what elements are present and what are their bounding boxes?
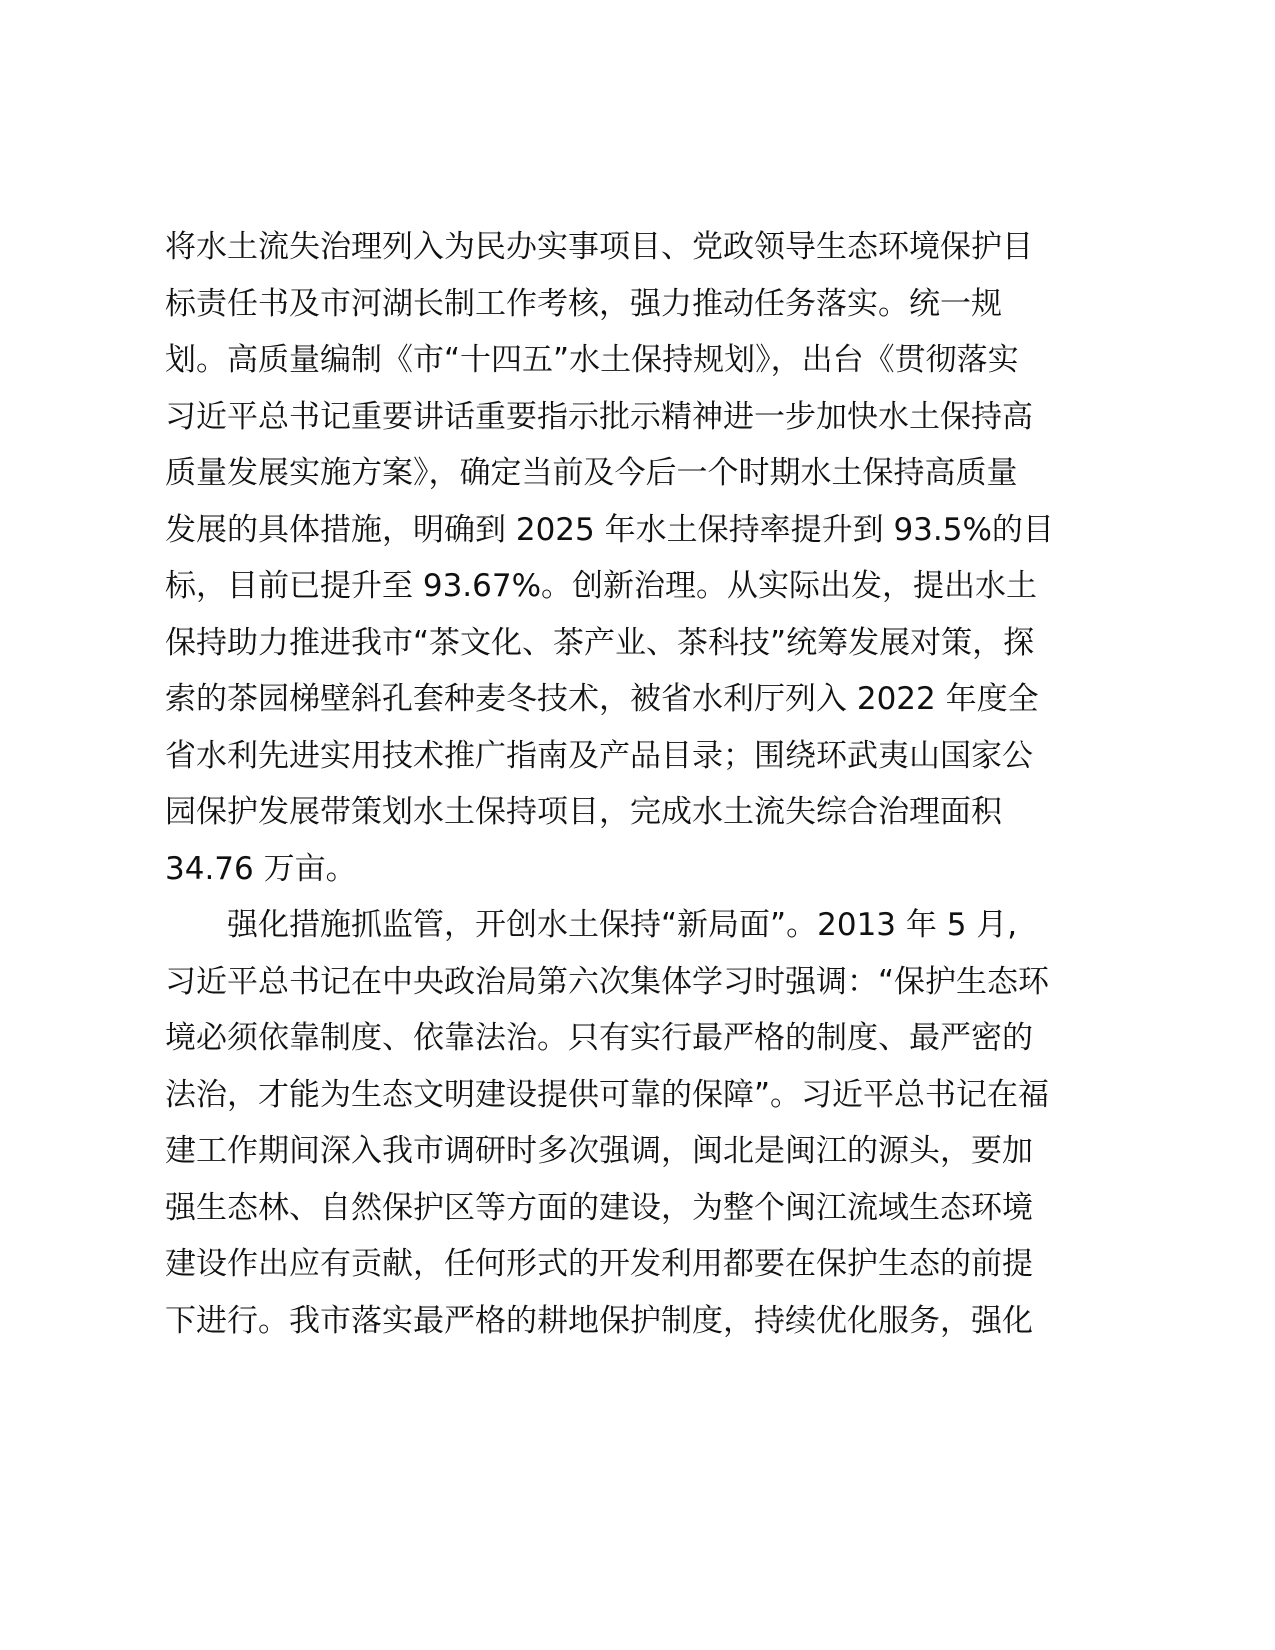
document-body bbox=[165, 219, 1125, 1349]
text-line: 强生态林、自然保护区等方面的建设，为整个闽江流域生态环境 bbox=[165, 1189, 1033, 1226]
text-line: 省水利先进实用技术推广指南及产品目录；围绕环武夷山国家公 bbox=[165, 737, 1033, 774]
text-line: 下进行。我市落实最严格的耕地保护制度，持续优化服务，强化 bbox=[165, 1302, 1033, 1339]
text-line: 保持助力推进我市“茶文化、茶产业、茶科技”统筹发展对策，探 bbox=[165, 624, 1035, 661]
text-line: 索的茶园梯壁斜孔套种麦冬技术，被省水利厅列入 2022 年度全 bbox=[165, 681, 1039, 717]
paragraph-supervision bbox=[165, 897, 1125, 1349]
text-line: 境必须依靠制度、依靠法治。只有实行最严格的制度、最严密的 bbox=[165, 1020, 1033, 1056]
text-line: 质量发展实施方案》，确定当前及今后一个时期水土保持高质量 bbox=[165, 455, 1018, 491]
text-line: 标责任书及市河湖长制工作考核，强力推动任务落实。统一规 bbox=[165, 285, 1002, 322]
text-line: 建设作出应有贡献，任何形式的开发利用都要在保护生态的前提 bbox=[165, 1246, 1033, 1282]
text-line: 法治，才能为生态文明建设提供可靠的保障”。习近平总书记在福 bbox=[165, 1076, 1050, 1113]
text-line: 建工作期间深入我市调研时多次强调，闽北是闽江的源头，要加 bbox=[165, 1133, 1033, 1169]
text-line: 划。高质量编制《市“十四五”水土保持规划》，出台《贯彻落实 bbox=[165, 342, 1019, 378]
text-line: 将水土流失治理列入为民办实事项目、党政领导生态环境保护目 bbox=[165, 229, 1033, 265]
text-line-indented: 强化措施抓监管，开创水土保持“新局面”。2013 年 5 月, bbox=[227, 907, 1018, 943]
text-line: 发展的具体措施，明确到 2025 年水土保持率提升到 93.5%的目 bbox=[165, 511, 1054, 548]
text-line: 标，目前已提升至 93.67%。创新治理。从实际出发，提出水土 bbox=[165, 568, 1038, 604]
text-line: 习近平总书记重要讲话重要指示批示精神进一步加快水土保持高 bbox=[165, 398, 1033, 435]
text-line: 园保护发展带策划水土保持项目，完成水土流失综合治理面积 bbox=[165, 794, 1002, 830]
text-line: 习近平总书记在中央政治局第六次集体学习时强调：“保护生态环 bbox=[165, 963, 1050, 1000]
paragraph-water-soil-planning bbox=[165, 219, 1125, 897]
text-line: 34.76 万亩。 bbox=[165, 850, 357, 887]
